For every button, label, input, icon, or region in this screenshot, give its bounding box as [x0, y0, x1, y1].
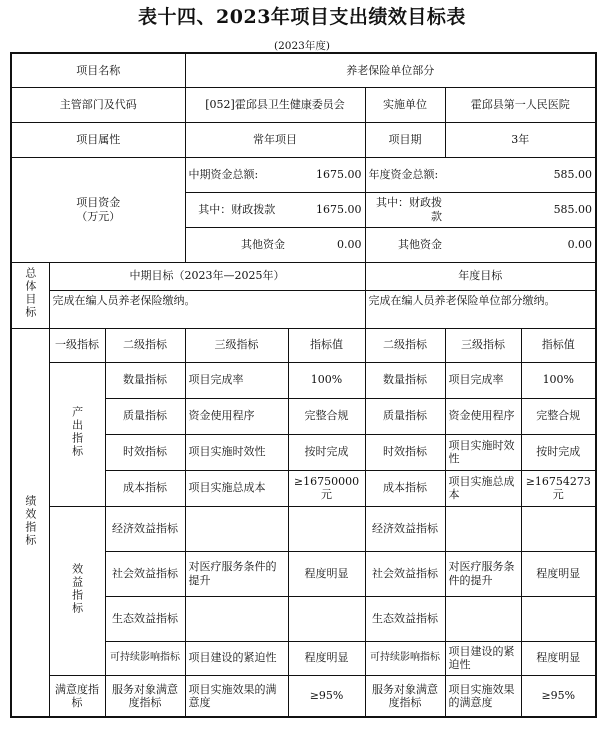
- dept-value: [052]霍邱县卫生健康委员会: [185, 87, 365, 122]
- output-label: 产出指标: [70, 406, 84, 459]
- row-l2: 生态效益指标: [105, 596, 185, 641]
- row-l2b: 经济效益指标: [365, 506, 445, 551]
- header-valb: 指标值: [521, 328, 596, 362]
- mid-goal-text: 完成在编人员养老保险缴纳。: [49, 290, 365, 328]
- row-l3: 项目实施时效性: [185, 434, 288, 470]
- period-value: 3年: [445, 122, 596, 157]
- row-val: ≥95%: [288, 675, 365, 717]
- row-valb: 程度明显: [521, 551, 596, 596]
- row-l2b: 服务对象满意度指标: [365, 675, 445, 717]
- mid-goal-header: 中期目标（2023年—2025年）: [49, 262, 365, 290]
- row-l2: 成本指标: [105, 470, 185, 506]
- row-l2: 服务对象满意度指标: [105, 675, 185, 717]
- row-l3b: [445, 596, 521, 641]
- header-l3: 三级指标: [185, 328, 288, 362]
- period-label: 项目期: [365, 122, 445, 157]
- impl-label: 实施单位: [365, 87, 445, 122]
- year-goal-header: 年度目标: [365, 262, 596, 290]
- row-val: ≥16750000元: [288, 470, 365, 506]
- row-val: 按时完成: [288, 434, 365, 470]
- row-l2b: 时效指标: [365, 434, 445, 470]
- row-l3b: 项目完成率: [445, 362, 521, 398]
- year-subtitle: (2023年度): [274, 40, 330, 52]
- header-l2: 二级指标: [105, 328, 185, 362]
- row-valb: 完整合规: [521, 398, 596, 434]
- satisfaction-label: 满意度指标: [49, 675, 105, 717]
- performance-table: [10, 52, 597, 718]
- row-val: 程度明显: [288, 551, 365, 596]
- perf-side: [11, 328, 49, 717]
- row-valb: [521, 596, 596, 641]
- row-valb: [521, 506, 596, 551]
- row-l2: 时效指标: [105, 434, 185, 470]
- header-l1: 一级指标: [49, 328, 105, 362]
- row-l3b: 对医疗服务条件的提升: [445, 551, 521, 596]
- row-l3b: 项目建设的紧迫性: [445, 641, 521, 675]
- page-title: 表十四、2023年项目支出绩效目标表: [138, 6, 466, 28]
- row-l3: 资金使用程序: [185, 398, 288, 434]
- row-val: [288, 506, 365, 551]
- benefit-cell: [49, 506, 105, 675]
- row-valb: 按时完成: [521, 434, 596, 470]
- overall-goal-side: [11, 262, 49, 328]
- overall-goal-label: 总体目标: [23, 267, 37, 320]
- mid-fin-value: 1675.00: [288, 192, 365, 227]
- mid-other-label: 其他资金: [185, 227, 288, 262]
- benefit-label: 效益指标: [70, 562, 84, 615]
- attr-value: 常年项目: [185, 122, 365, 157]
- row-valb: 100%: [521, 362, 596, 398]
- row-l2: 经济效益指标: [105, 506, 185, 551]
- impl-value: 霍邱县第一人民医院: [445, 87, 596, 122]
- year-total-label: 年度资金总额:: [365, 157, 445, 192]
- row-l3b: [445, 506, 521, 551]
- mid-total-value: 1675.00: [288, 157, 365, 192]
- row-l2: 可持续影响指标: [105, 641, 185, 675]
- year-goal-text: 完成在编人员养老保险单位部分缴纳。: [365, 290, 596, 328]
- row-l3: 项目完成率: [185, 362, 288, 398]
- year-fin-value: 585.00: [445, 192, 596, 227]
- row-l2b: 数量指标: [365, 362, 445, 398]
- row-val: 100%: [288, 362, 365, 398]
- mid-fin-label: 其中：财政拨款: [185, 192, 288, 227]
- header-l3b: 三级指标: [445, 328, 521, 362]
- row-valb: ≥16754273元: [521, 470, 596, 506]
- row-l3: 项目建设的紧迫性: [185, 641, 288, 675]
- row-l3: [185, 506, 288, 551]
- row-l2b: 成本指标: [365, 470, 445, 506]
- dept-label: 主管部门及代码: [11, 87, 185, 122]
- year-other-label: 其他资金: [365, 227, 445, 262]
- row-l3b: 项目实施时效性: [445, 434, 521, 470]
- row-l2b: 生态效益指标: [365, 596, 445, 641]
- row-l3b: 资金使用程序: [445, 398, 521, 434]
- project-name-value: 养老保险单位部分: [185, 53, 596, 87]
- row-valb: 程度明显: [521, 641, 596, 675]
- row-l2b: 质量指标: [365, 398, 445, 434]
- row-l3: 项目实施总成本: [185, 470, 288, 506]
- mid-total-label: 中期资金总额:: [185, 157, 288, 192]
- header-l2b: 二级指标: [365, 328, 445, 362]
- row-val: [288, 596, 365, 641]
- row-l3: 项目实施效果的满意度: [185, 675, 288, 717]
- row-l2: 数量指标: [105, 362, 185, 398]
- row-l2: 质量指标: [105, 398, 185, 434]
- perf-label: 绩效指标: [23, 494, 37, 547]
- row-l3: [185, 596, 288, 641]
- header-val: 指标值: [288, 328, 365, 362]
- row-val: 完整合规: [288, 398, 365, 434]
- year-other-value: 0.00: [445, 227, 596, 262]
- row-l2b: 可持续影响指标: [365, 641, 445, 675]
- output-cell: [49, 362, 105, 506]
- row-l2b: 社会效益指标: [365, 551, 445, 596]
- project-name-label: 项目名称: [11, 53, 185, 87]
- mid-other-value: 0.00: [288, 227, 365, 262]
- row-l3: 对医疗服务条件的提升: [185, 551, 288, 596]
- funds-label: 项目资金 （万元）: [11, 157, 185, 262]
- year-total-value: 585.00: [445, 157, 596, 192]
- row-l3b: 项目实施总成本: [445, 470, 521, 506]
- row-l3b: 项目实施效果的满意度: [445, 675, 521, 717]
- year-fin-label: 其中：财政拨款: [365, 192, 445, 227]
- attr-label: 项目属性: [11, 122, 185, 157]
- row-valb: ≥95%: [521, 675, 596, 717]
- row-l2: 社会效益指标: [105, 551, 185, 596]
- row-val: 程度明显: [288, 641, 365, 675]
